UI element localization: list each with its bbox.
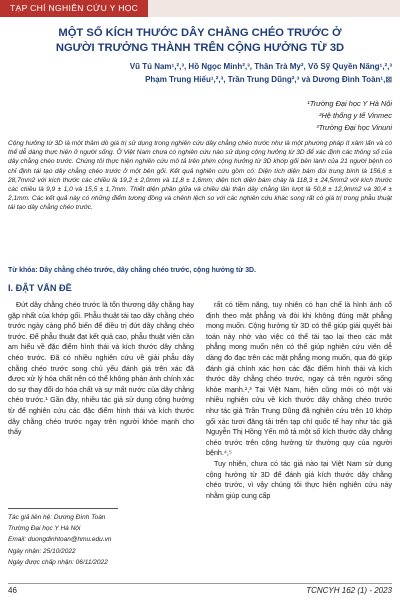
- corresponding-email: Email: duongdinhtoan@hmu.edu.vn: [8, 536, 112, 544]
- body-column-right: [206, 300, 392, 501]
- title-line-2: NGƯỜI TRƯỞNG THÀNH TRÊN CỘNG HƯỞNG TỪ 3D: [55, 42, 345, 54]
- corresponding-author-footnote: [8, 512, 194, 568]
- corresponding-author: Tác giả liên hệ: Dương Đình Toàn: [8, 514, 106, 521]
- received-date: Ngày nhận: 25/10/2022: [8, 547, 76, 555]
- affiliation-1: ¹Trường Đại học Y Hà Nội: [307, 99, 392, 108]
- section-heading-introduction: I. ĐẶT VẤN ĐỀ: [8, 283, 72, 293]
- keywords: Từ khóa: Dây chằng chéo trước, dây chằng chéo trước, cộng hưởng từ 3D.: [8, 267, 256, 274]
- corresponding-affiliation: Trường Đại học Y Hà Nội: [8, 525, 81, 533]
- body-paragraph: rất có tiềm năng, tuy nhiên có hạn chế là hình ảnh cổ định theo mặt phẳng và đòi khi không đúng mặt phẳng mong muốn. Cộng hưởng từ 3D có thể giúp giải quyết bài toán này nhờ vào việc có thể tái tạo lại theo các mặt phẳng mong muốn nên có thể giúp nghiên cứu viên dễ dàng đo đạc trên các mặt phẳng mong muốn, qua đó giúp đánh giá chính xác hơn các đặc điểm hình thái và kích thước dây chằng chéo trước, ngay cả trên người sống khỏe mạnh.²,³ Tại Việt Nam, hiện cũng mới có một vài nhiều nghiên cứu về kích thước dây chằng chéo trước như tác giả Trần Trung Dũng đã nghiên cứu trên 10 khớp gối xác tươi đăng tải trên tạp chí quốc tế hay như tác giả Nguyễn Thị Hồng Yến mô tả một số kích thước dây chằng chéo trước trên cộng hưởng từ thường quy của người bệnh.⁴,⁵: [206, 301, 392, 458]
- page-number: 46: [8, 586, 17, 595]
- journal-reference: TCNCYH 162 (1) - 2023: [306, 586, 392, 595]
- body-paragraph: Tuy nhiên, chưa có tác giả nào tại Việt Nam sử dụng cộng hưởng từ 3D để đánh giá kích thước dây chằng chéo trước, vì vậy chúng tôi thực hiện nghiên cứu này nhằm giúp cung cấp: [206, 459, 392, 500]
- accepted-date: Ngày được chấp nhận: 06/11/2022: [8, 558, 108, 566]
- footer-divider: [8, 583, 392, 584]
- body-column-left: [8, 300, 194, 438]
- affiliations: [192, 98, 392, 133]
- author-list: [62, 61, 392, 86]
- affiliation-3: ³Trường Đại học Vinuni: [316, 122, 392, 132]
- footnote-divider: [8, 508, 118, 509]
- authors-line-1: Vũ Tú Nam¹,²,³, Hồ Ngọc Minh²,³, Thân Trà My², Võ Sỹ Quyền Năng¹,²,³: [129, 62, 392, 71]
- article-title: [6, 26, 394, 56]
- affiliation-2: ²Hệ thống y tế Vinmec: [319, 110, 392, 120]
- title-line-1: MỘT SỐ KÍCH THƯỚC DÂY CHẰNG CHÉO TRƯỚC Ở: [58, 27, 342, 39]
- body-paragraph: Đứt dây chằng chéo trước là tổn thương dây chằng hay gặp nhất của khớp gối. Phẫu thuật tái tạo dây chằng chéo trước ngày càng phổ biến để điều trị đứt dây chằng chéo trước. Để phẫu thuật đạt kết quả cao, phẫu thuật viên cần am hiểu về đặc điểm hình thái và kích thước dây chằng chéo trước. Đã có nhiều nghiên cứu về giải phẫu dây chằng chéo trước song chủ yếu đánh giá trên xác đã được xử lý hóa chất nên có thể không phản ánh chính xác do sự thay đổi do hóa chất và sự mất nước của dây chằng chéo trước.¹ Gần đây, nhiều tác giả sử dụng cộng hưởng từ để nghiên cứu các đặc điểm hình thái và kích thước dây chằng chéo trước ngay trên người khỏe mạnh cho thấy: [8, 301, 194, 437]
- journal-section-tag: TẠP CHÍ NGHIÊN CỨU Y HỌC: [0, 0, 148, 17]
- authors-line-2: Phạm Trung Hiếu¹,²,³, Trần Trung Dũng²,³ và Dương Đình Toàn¹,⊠: [145, 74, 392, 84]
- abstract: Cộng hưởng từ 3D là một thăm dò giá trị sử dụng trong nghiên cứu dây chằng chéo trước như là một phương pháp ít xâm lấn và có thể dễ dàng thực hiện ở người sống. Ở Việt Nam chưa có nghiên cứu nào sử dụng cộng hưởng từ 3D để xác định các thông số của dây chằng chéo trước. Chúng tôi thực hiện nghiên cứu mô tả trên phim cộng hưởng từ 3D khớp gối bên lành của 21 người bệnh có chỉ định tái tạo dây chằng chéo trước ở một bên gối. Kết quả nghiên cứu gồm có: Diện tích diện bám đùi trung bình là 156,6 ± 28,7mm2 với kích thước các chiều là 19,2 ± 2,0mm và 11,8 ± 1,6mm; diện tích diện bám chày là 118,3 ± 24,5mm2 với kích thước các chiều là 9,9 ± 1,0 và 15,5 ± 1,7mm. Thiết diện phần giữa và chiều dài thân dây chằng lần lượt là 50,8 ± 12,9mm2 và 30,4 ± 2,1mm. Các kết quả này có những điểm tương đồng và chênh lệch so với các nghiên cứu khác song rất có giá trị trong phẫu thuật tái tạo dây chằng chéo trước.: [8, 140, 392, 212]
